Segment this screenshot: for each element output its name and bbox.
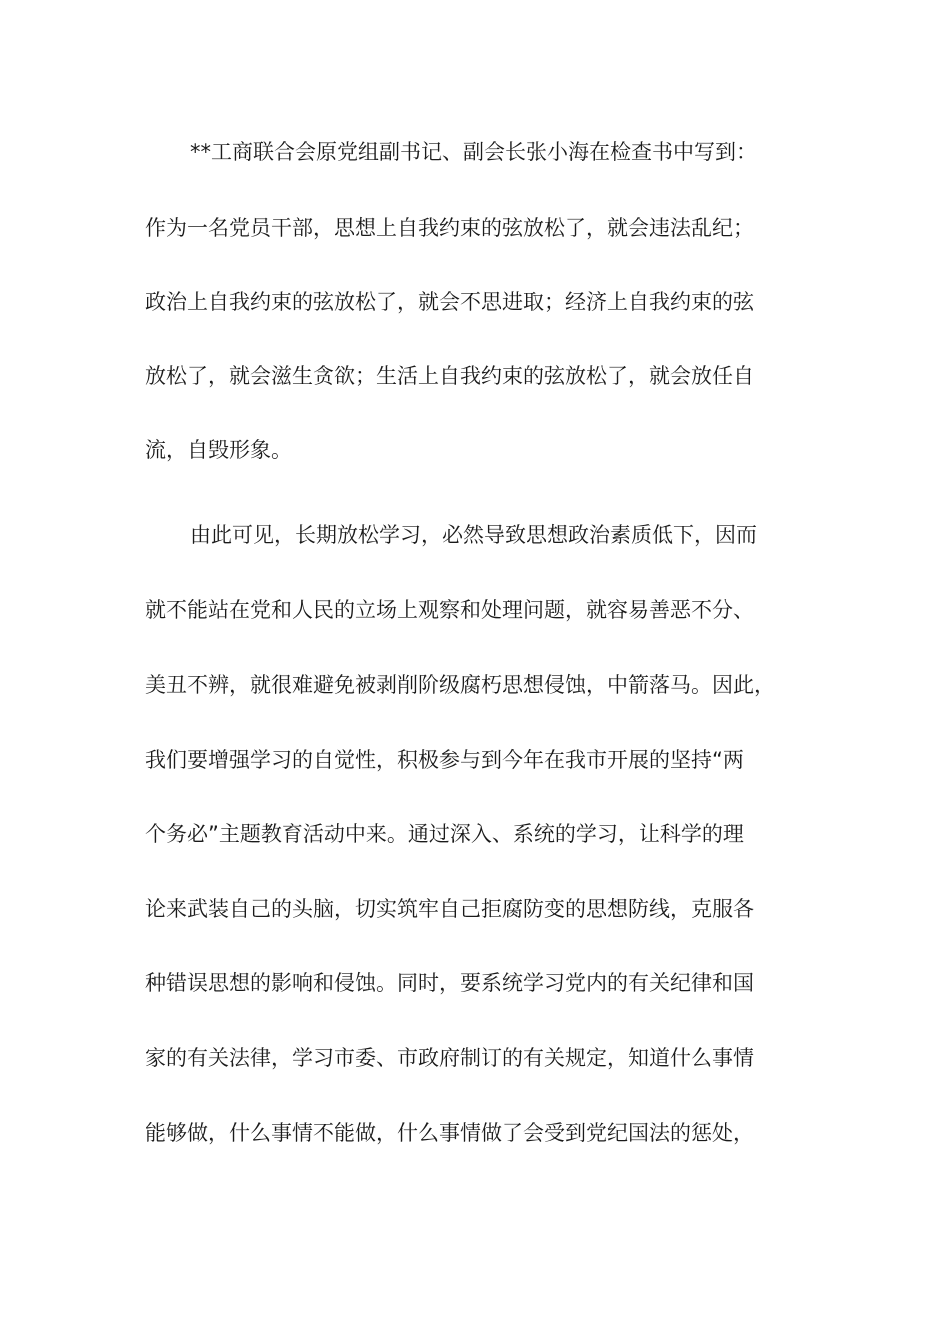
paragraph-1-line-4: 放松了，就会滋生贪欲；生活上自我约束的弦放松了，就会放任自: [145, 364, 754, 388]
paragraph-1-line-1: **工商联合会原党组副书记、副会长张小海在检查书中写到：: [190, 140, 757, 164]
paragraph-1-line-3: 政治上自我约束的弦放松了，就会不思进取；经济上自我约束的弦: [145, 290, 754, 314]
paragraph-2-line-2: 就不能站在党和人民的立场上观察和处理问题，就容易善恶不分、: [145, 598, 754, 622]
paragraph-2-line-7: 种错误思想的影响和侵蚀。同时，要系统学习党内的有关纪律和国: [145, 971, 754, 995]
paragraph-2-line-6: 论来武装自己的头脑，切实筑牢自己拒腐防变的思想防线，克服各: [145, 897, 754, 921]
paragraph-2-line-5: 个务必”主题教育活动中来。通过深入、系统的学习，让科学的理: [145, 822, 744, 846]
paragraph-2-line-4: 我们要增强学习的自觉性，积极参与到今年在我市开展的坚持“两: [145, 748, 744, 772]
paragraph-1-line-2: 作为一名党员干部，思想上自我约束的弦放松了，就会违法乱纪；: [145, 216, 754, 240]
paragraph-2-line-8: 家的有关法律，学习市委、市政府制订的有关规定，知道什么事情: [145, 1046, 754, 1070]
paragraph-1-line-5: 流，自毁形象。: [145, 438, 292, 462]
paragraph-2-line-9: 能够做，什么事情不能做，什么事情做了会受到党纪国法的惩处，: [145, 1121, 754, 1145]
paragraph-2-line-1: 由此可见，长期放松学习，必然导致思想政治素质低下，因而: [190, 523, 757, 547]
paragraph-2-line-3: 美丑不辨，就很难避免被剥削阶级腐朽思想侵蚀，中箭落马。因此，: [145, 673, 775, 697]
